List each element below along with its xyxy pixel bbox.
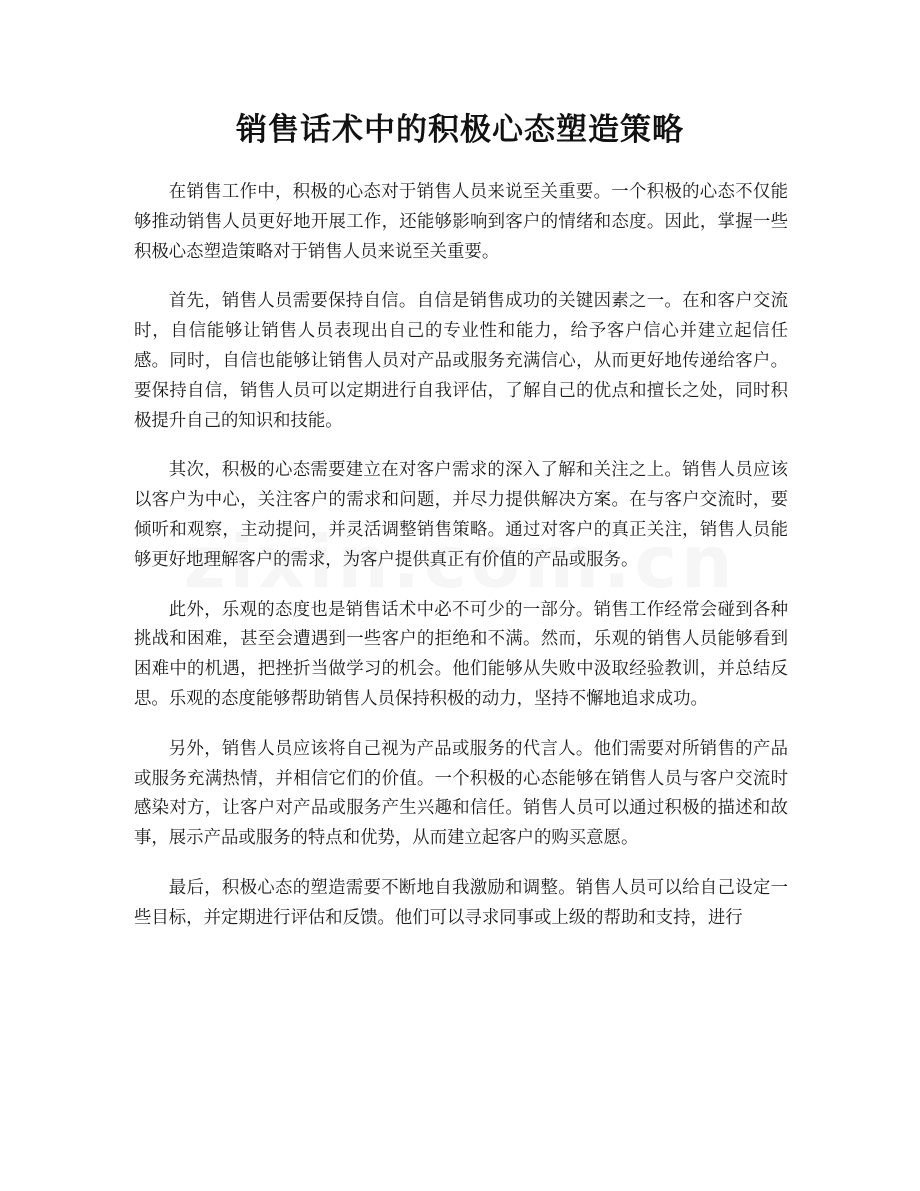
document-title: 销售话术中的积极心态塑造策略 bbox=[236, 112, 684, 148]
paragraph-4: 此外，乐观的态度也是销售话术中必不可少的一部分。销售工作经常会碰到各种挑战和困难，甚至会遭遇到一些客户的拒绝和不满。然而，乐观的销售人员能够看到困难中的机遇，把挫折当做学习的机会。他们能够从失败中汲取经验教训，并总结反思。乐观的态度能够帮助销售人员保持积极的动力，坚持不懈地追求成功。 bbox=[134, 599, 788, 709]
paragraph-5: 另外，销售人员应该将自己视为产品或服务的代言人。他们需要对所销售的产品或服务充满热情，并相信它们的价值。一个积极的心态能够在销售人员与客户交流时感染对方，让客户对产品或服务产生兴趣和信任。销售人员可以通过积极的描述和故事，展示产品或服务的特点和优势，从而建立起客户的购买意愿。 bbox=[134, 738, 788, 849]
paragraph-3: 其次，积极的心态需要建立在对客户需求的深入了解和关注之上。销售人员应该以客户为中心，关注客户的需求和问题，并尽力提供解决方案。在与客户交流时，要倾听和观察，主动提问，并灵活调整销售策略。通过对客户的真正关注，销售人员能够更好地理解客户的需求，为客户提供真正有价值的产品或服务。 bbox=[134, 460, 788, 570]
paragraph-1: 在销售工作中，积极的心态对于销售人员来说至关重要。一个积极的心态不仅能够推动销售人员更好地开展工作，还能够影响到客户的情绪和态度。因此，掌握一些积极心态塑造策略对于销售人员来说至关重要。 bbox=[134, 182, 788, 262]
paragraph-2: 首先，销售人员需要保持自信。自信是销售成功的关键因素之一。在和客户交流时，自信能够让销售人员表现出自己的专业性和能力，给予客户信心并建立起信任感。同时，自信也能够让销售人员对产品或服务充满信心，从而更好地传递给客户。要保持自信，销售人员可以定期进行自我评估，了解自己的优点和擅长之处，同时积极提升自己的知识和技能。 bbox=[134, 291, 788, 431]
document-body bbox=[134, 178, 788, 954]
paragraph-6: 最后，积极心态的塑造需要不断地自我激励和调整。销售人员可以给自己设定一些目标，并定期进行评估和反馈。他们可以寻求同事或上级的帮助和支持，进行 bbox=[134, 877, 788, 928]
